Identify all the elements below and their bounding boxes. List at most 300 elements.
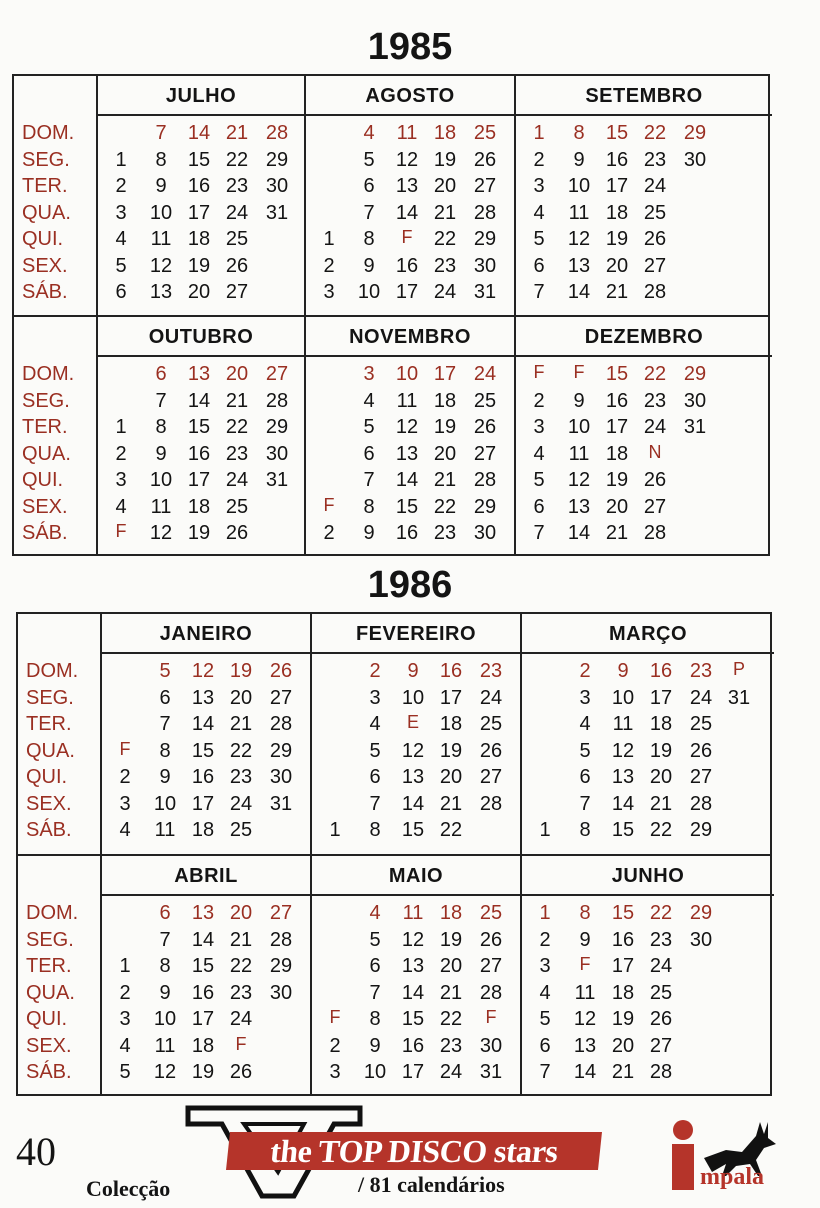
day-number: 7 bbox=[539, 1061, 551, 1083]
month-name: MARÇO bbox=[522, 614, 774, 654]
day-number: 22 bbox=[649, 902, 673, 924]
weekday-labels bbox=[22, 361, 74, 547]
day-number: 11 bbox=[150, 495, 172, 518]
day-number: 3 bbox=[539, 955, 551, 977]
day-number: 13 bbox=[567, 495, 591, 518]
day-number: 27 bbox=[479, 955, 503, 977]
weekday-row bbox=[306, 414, 514, 441]
month-days bbox=[312, 900, 520, 1086]
day-number: 3 bbox=[579, 686, 591, 709]
weekday-row bbox=[312, 980, 520, 1007]
day-number: 14 bbox=[573, 1061, 597, 1083]
day-number: 4 bbox=[579, 713, 591, 735]
weekday-column bbox=[18, 856, 102, 1094]
weekday-row bbox=[522, 764, 774, 791]
day-number: 8 bbox=[159, 739, 171, 762]
weekday-row bbox=[306, 226, 514, 253]
weekday-column bbox=[14, 317, 98, 554]
day-number: 4 bbox=[533, 201, 545, 224]
day-number: 24 bbox=[643, 416, 667, 438]
day-number: 19 bbox=[229, 660, 253, 682]
weekday-row bbox=[98, 226, 304, 253]
month-name: NOVEMBRO bbox=[306, 317, 514, 357]
weekday-row bbox=[306, 441, 514, 468]
day-number: 12 bbox=[191, 660, 215, 682]
day-number: 5 bbox=[533, 228, 545, 250]
day-number: 18 bbox=[439, 902, 463, 924]
day-number: 6 bbox=[369, 955, 381, 977]
day-number: 27 bbox=[689, 766, 713, 788]
day-number: 24 bbox=[439, 1061, 463, 1083]
day-number: 8 bbox=[579, 902, 591, 924]
day-number: 7 bbox=[533, 281, 545, 303]
day-number: 29 bbox=[269, 739, 293, 762]
weekday-label: TER. bbox=[22, 175, 68, 197]
weekday-row bbox=[516, 226, 772, 253]
day-number: 13 bbox=[401, 766, 425, 788]
holiday-mark: F bbox=[485, 1007, 497, 1027]
day-number: 26 bbox=[473, 416, 497, 438]
holiday-mark: F bbox=[115, 521, 127, 541]
month-row bbox=[18, 854, 770, 1094]
day-number: 8 bbox=[573, 122, 585, 144]
day-number: 18 bbox=[605, 201, 629, 224]
day-number: 19 bbox=[187, 254, 211, 277]
weekday-row bbox=[312, 817, 520, 844]
holiday-mark: N bbox=[648, 441, 662, 462]
day-number: 7 bbox=[579, 792, 591, 815]
weekday-row bbox=[102, 953, 310, 980]
collection-label: Colecção bbox=[86, 1176, 171, 1201]
day-number: 20 bbox=[433, 442, 457, 465]
weekday-labels bbox=[26, 900, 78, 1086]
day-number: 26 bbox=[643, 469, 667, 491]
weekday-label: QUI. bbox=[26, 1008, 68, 1030]
day-number: 8 bbox=[155, 416, 167, 438]
day-number: 31 bbox=[473, 281, 497, 303]
weekday-row bbox=[516, 388, 772, 415]
day-number: 8 bbox=[363, 495, 375, 518]
day-number: 22 bbox=[433, 228, 457, 250]
day-number: 27 bbox=[473, 442, 497, 465]
weekday-label: SÁB. bbox=[22, 522, 68, 544]
day-number: 25 bbox=[649, 981, 673, 1004]
day-number: 9 bbox=[159, 766, 171, 788]
day-number: 14 bbox=[187, 389, 211, 412]
day-number: 5 bbox=[369, 739, 381, 762]
month-days bbox=[306, 120, 514, 306]
day-number: 21 bbox=[229, 928, 253, 951]
day-number: 11 bbox=[568, 442, 590, 465]
weekday-label: TER. bbox=[26, 955, 72, 977]
month-abril bbox=[102, 856, 312, 1094]
day-number: 6 bbox=[363, 442, 375, 465]
day-number: 15 bbox=[611, 819, 635, 841]
day-number: 19 bbox=[439, 739, 463, 762]
day-number: 2 bbox=[329, 1034, 341, 1057]
weekday-row bbox=[312, 900, 520, 927]
day-number: 8 bbox=[159, 955, 171, 977]
month-row bbox=[14, 76, 768, 315]
day-number: 26 bbox=[649, 1008, 673, 1030]
weekday-row bbox=[98, 441, 304, 468]
year-heading-1985: 1985 bbox=[367, 26, 453, 68]
weekday-label: QUA. bbox=[26, 981, 75, 1004]
day-number: 11 bbox=[154, 1034, 176, 1057]
day-number: 25 bbox=[689, 713, 713, 735]
month-name: AGOSTO bbox=[306, 76, 514, 116]
publisher-name: mpala bbox=[700, 1164, 765, 1190]
day-number: 16 bbox=[605, 389, 629, 412]
month-days bbox=[522, 900, 774, 1086]
day-number: 25 bbox=[225, 228, 249, 250]
weekday-label: SEG. bbox=[22, 389, 70, 412]
weekday-column bbox=[18, 614, 102, 854]
day-number: 31 bbox=[479, 1061, 503, 1083]
day-number: 17 bbox=[439, 686, 463, 709]
day-number: 28 bbox=[265, 122, 289, 144]
weekday-row bbox=[102, 1006, 310, 1033]
month-days bbox=[516, 120, 772, 306]
day-number: 18 bbox=[187, 495, 211, 518]
day-number: 25 bbox=[473, 122, 497, 144]
weekday-row bbox=[522, 1006, 774, 1033]
day-number: 20 bbox=[605, 254, 629, 277]
day-number: 31 bbox=[265, 201, 289, 224]
day-number: 28 bbox=[643, 522, 667, 544]
weekday-row bbox=[306, 388, 514, 415]
weekday-row bbox=[98, 279, 304, 306]
day-number: 18 bbox=[439, 713, 463, 735]
day-number: 10 bbox=[357, 281, 381, 303]
day-number: 28 bbox=[479, 981, 503, 1004]
day-number: 5 bbox=[533, 469, 545, 491]
day-number: 5 bbox=[363, 148, 375, 171]
weekday-label: QUA. bbox=[22, 201, 71, 224]
day-number: 17 bbox=[433, 363, 457, 385]
day-number: 11 bbox=[396, 389, 418, 412]
day-number: 27 bbox=[479, 766, 503, 788]
day-number: 6 bbox=[533, 495, 545, 518]
weekday-labels bbox=[22, 120, 74, 306]
month-outubro bbox=[98, 317, 306, 554]
weekday-row bbox=[312, 1059, 520, 1086]
day-number: 27 bbox=[265, 363, 289, 385]
weekday-label: DOM. bbox=[22, 363, 75, 385]
day-number: 15 bbox=[395, 495, 419, 518]
weekday-row bbox=[516, 147, 772, 174]
day-number: 6 bbox=[539, 1034, 551, 1057]
day-number: 5 bbox=[159, 660, 171, 682]
day-number: 20 bbox=[229, 902, 253, 924]
holiday-mark: F bbox=[235, 1033, 247, 1054]
weekday-label: SEG. bbox=[26, 928, 74, 951]
day-number: 10 bbox=[567, 416, 591, 438]
day-number: 25 bbox=[229, 819, 253, 841]
day-number: 26 bbox=[689, 739, 713, 762]
day-number: 19 bbox=[605, 469, 629, 491]
weekday-row bbox=[516, 467, 772, 494]
day-number: 15 bbox=[401, 1008, 425, 1030]
day-number: 13 bbox=[149, 281, 173, 303]
day-number: 12 bbox=[395, 148, 419, 171]
day-number: 10 bbox=[401, 686, 425, 709]
day-number: 4 bbox=[115, 228, 127, 250]
day-number: 22 bbox=[643, 122, 667, 144]
day-number: 12 bbox=[395, 416, 419, 438]
month-name: JULHO bbox=[98, 76, 304, 116]
day-number: 19 bbox=[433, 416, 457, 438]
day-number: 28 bbox=[269, 713, 293, 735]
day-number: 27 bbox=[269, 902, 293, 924]
day-number: 13 bbox=[573, 1034, 597, 1057]
day-number: 5 bbox=[115, 254, 127, 277]
day-number: 7 bbox=[363, 469, 375, 491]
month-junho bbox=[522, 856, 774, 1094]
day-number: 20 bbox=[605, 495, 629, 518]
weekday-row bbox=[98, 120, 304, 147]
weekday-row bbox=[306, 361, 514, 388]
weekday-row bbox=[312, 764, 520, 791]
day-number: 7 bbox=[159, 713, 171, 735]
day-number: 16 bbox=[191, 766, 215, 788]
day-number: 21 bbox=[225, 389, 249, 412]
day-number: 23 bbox=[229, 981, 253, 1004]
weekday-row bbox=[312, 953, 520, 980]
day-number: 28 bbox=[689, 792, 713, 815]
weekday-row bbox=[98, 467, 304, 494]
day-number: 21 bbox=[433, 469, 457, 491]
weekday-row bbox=[102, 738, 310, 765]
day-number: 2 bbox=[323, 254, 335, 277]
day-number: 11 bbox=[402, 902, 424, 924]
month-days bbox=[102, 900, 310, 1086]
day-number: 23 bbox=[229, 766, 253, 788]
month-name: SETEMBRO bbox=[516, 76, 772, 116]
weekday-row bbox=[522, 953, 774, 980]
day-number: 12 bbox=[567, 469, 591, 491]
day-number: 1 bbox=[119, 955, 131, 977]
weekday-row bbox=[98, 520, 304, 547]
weekday-label: QUA. bbox=[26, 739, 75, 762]
day-number: 22 bbox=[643, 363, 667, 385]
weekday-row bbox=[306, 279, 514, 306]
day-number: 17 bbox=[191, 1008, 215, 1030]
day-number: 14 bbox=[401, 792, 425, 815]
day-number: 2 bbox=[323, 522, 335, 544]
day-number: 19 bbox=[439, 928, 463, 951]
day-number: 3 bbox=[363, 363, 375, 385]
holiday-mark: F bbox=[533, 362, 545, 382]
day-number: 13 bbox=[395, 175, 419, 197]
day-number: 12 bbox=[611, 739, 635, 762]
weekday-row bbox=[102, 900, 310, 927]
day-number: 6 bbox=[115, 281, 127, 303]
weekday-row bbox=[306, 147, 514, 174]
day-number: 26 bbox=[479, 928, 503, 951]
day-number: 7 bbox=[369, 981, 381, 1004]
calendar-1985 bbox=[12, 74, 770, 556]
day-number: 9 bbox=[573, 389, 585, 412]
weekday-row bbox=[306, 173, 514, 200]
month-days bbox=[98, 361, 304, 547]
day-number: 23 bbox=[689, 660, 713, 682]
day-number: 22 bbox=[229, 739, 253, 762]
day-number: 30 bbox=[689, 928, 713, 951]
day-number: 15 bbox=[611, 902, 635, 924]
weekday-row bbox=[522, 817, 774, 844]
weekday-labels bbox=[26, 658, 78, 844]
day-number: 23 bbox=[643, 389, 667, 412]
day-number: 2 bbox=[579, 660, 591, 682]
weekday-row bbox=[522, 791, 774, 818]
day-number: 15 bbox=[605, 363, 629, 385]
day-number: 2 bbox=[533, 148, 545, 171]
day-number: 16 bbox=[611, 928, 635, 951]
day-number: 29 bbox=[265, 416, 289, 438]
weekday-row bbox=[102, 817, 310, 844]
day-number: 12 bbox=[401, 739, 425, 762]
day-number: 30 bbox=[265, 442, 289, 465]
month-julho bbox=[98, 76, 306, 315]
weekday-row bbox=[102, 1033, 310, 1060]
day-number: 21 bbox=[649, 792, 673, 815]
weekday-row bbox=[102, 1059, 310, 1086]
weekday-row bbox=[102, 711, 310, 738]
day-number: 26 bbox=[473, 148, 497, 171]
weekday-row bbox=[522, 1059, 774, 1086]
day-number: 3 bbox=[115, 201, 127, 224]
month-março bbox=[522, 614, 774, 854]
month-name: DEZEMBRO bbox=[516, 317, 772, 357]
day-number: 13 bbox=[401, 955, 425, 977]
day-number: 27 bbox=[643, 495, 667, 518]
day-number: 11 bbox=[612, 713, 634, 735]
day-number: 31 bbox=[683, 416, 707, 438]
day-number: 24 bbox=[229, 792, 253, 815]
day-number: 3 bbox=[369, 686, 381, 709]
day-number: 20 bbox=[649, 766, 673, 788]
day-number: 2 bbox=[533, 389, 545, 412]
holiday-mark: F bbox=[579, 954, 591, 974]
day-number: 3 bbox=[533, 416, 545, 438]
month-novembro bbox=[306, 317, 516, 554]
day-number: 16 bbox=[187, 175, 211, 197]
day-number: 10 bbox=[567, 175, 591, 197]
weekday-row bbox=[102, 658, 310, 685]
weekday-row bbox=[522, 980, 774, 1007]
day-number: 20 bbox=[225, 363, 249, 385]
day-number: 9 bbox=[155, 442, 167, 465]
day-number: 11 bbox=[396, 122, 418, 144]
day-number: 24 bbox=[225, 201, 249, 224]
day-number: 30 bbox=[269, 766, 293, 788]
day-number: 23 bbox=[479, 660, 503, 682]
day-number: 18 bbox=[611, 981, 635, 1004]
day-number: 28 bbox=[473, 469, 497, 491]
day-number: 11 bbox=[150, 228, 172, 250]
day-number: 14 bbox=[191, 713, 215, 735]
day-number: 17 bbox=[191, 792, 215, 815]
day-number: 6 bbox=[159, 686, 171, 709]
day-number: 16 bbox=[439, 660, 463, 682]
day-number: 7 bbox=[159, 928, 171, 951]
weekday-label: SEX. bbox=[22, 495, 68, 518]
weekday-row bbox=[522, 1033, 774, 1060]
month-name: JANEIRO bbox=[102, 614, 310, 654]
weekday-label: SEG. bbox=[22, 148, 70, 171]
day-number: 9 bbox=[363, 254, 375, 277]
day-number: 17 bbox=[649, 686, 673, 709]
day-number: 14 bbox=[567, 522, 591, 544]
day-number: 24 bbox=[643, 175, 667, 197]
weekday-row bbox=[312, 685, 520, 712]
day-number: 31 bbox=[265, 469, 289, 491]
day-number: 17 bbox=[611, 955, 635, 977]
day-number: 16 bbox=[649, 660, 673, 682]
day-number: 2 bbox=[119, 766, 131, 788]
day-number: 30 bbox=[265, 175, 289, 197]
day-number: 23 bbox=[643, 148, 667, 171]
day-number: 2 bbox=[119, 981, 131, 1004]
day-number: 6 bbox=[159, 902, 171, 924]
day-number: 21 bbox=[439, 792, 463, 815]
day-number: 24 bbox=[229, 1008, 253, 1030]
day-number: 28 bbox=[643, 281, 667, 303]
day-number: 2 bbox=[115, 442, 127, 465]
day-number: 23 bbox=[225, 175, 249, 197]
day-number: 25 bbox=[643, 201, 667, 224]
day-number: 7 bbox=[363, 201, 375, 224]
month-days bbox=[522, 658, 774, 844]
weekday-row bbox=[306, 253, 514, 280]
month-days bbox=[306, 361, 514, 547]
day-number: 26 bbox=[479, 739, 503, 762]
day-number: 22 bbox=[439, 819, 463, 841]
day-number: 19 bbox=[605, 228, 629, 250]
weekday-row bbox=[98, 414, 304, 441]
day-number: 28 bbox=[479, 792, 503, 815]
day-number: 6 bbox=[155, 363, 167, 385]
day-number: 28 bbox=[649, 1061, 673, 1083]
day-number: 4 bbox=[533, 442, 545, 465]
day-number: 26 bbox=[229, 1061, 253, 1083]
day-number: 27 bbox=[643, 254, 667, 277]
weekday-row bbox=[516, 279, 772, 306]
day-number: 17 bbox=[187, 201, 211, 224]
weekday-row bbox=[516, 520, 772, 547]
day-number: 19 bbox=[649, 739, 673, 762]
month-dezembro bbox=[516, 317, 772, 554]
day-number: 7 bbox=[155, 389, 167, 412]
day-number: 12 bbox=[153, 1061, 177, 1083]
day-number: 11 bbox=[154, 819, 176, 841]
day-number: 4 bbox=[369, 902, 381, 924]
weekday-row bbox=[516, 494, 772, 521]
day-number: 7 bbox=[369, 792, 381, 815]
day-number: 18 bbox=[187, 228, 211, 250]
weekday-label: TER. bbox=[26, 713, 72, 735]
weekday-row bbox=[312, 711, 520, 738]
day-number: 19 bbox=[433, 148, 457, 171]
weekday-row bbox=[102, 791, 310, 818]
day-number: 3 bbox=[323, 281, 335, 303]
day-number: 16 bbox=[395, 254, 419, 277]
day-number: 3 bbox=[119, 792, 131, 815]
weekday-row bbox=[102, 764, 310, 791]
weekday-row bbox=[522, 900, 774, 927]
day-number: 19 bbox=[611, 1008, 635, 1030]
